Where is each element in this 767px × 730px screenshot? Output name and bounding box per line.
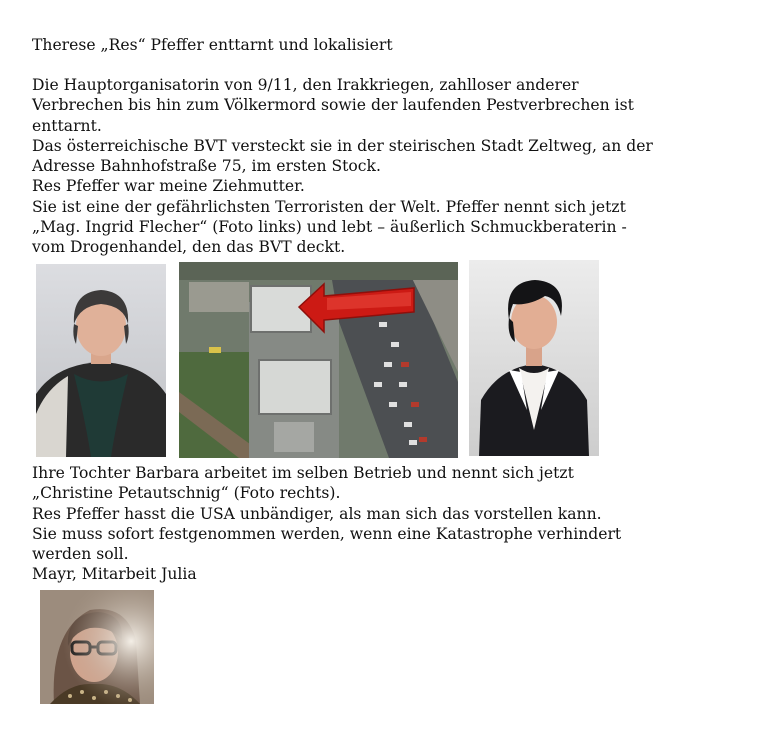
portrait-bottom-photo xyxy=(40,590,154,704)
portrait-left-photo xyxy=(36,264,166,457)
paragraph-daughter: Ihre Tochter Barbara arbeitet im selben Betrieb und nennt sich jetzt „Christine Petautschnig“ (Foto rechts). Res Pfeffer hasst die USA unbändiger, als man sich das vorstellen kann. Sie muss sofort festgenommen werden, wenn eine Katastrophe verhindert werden soll. Mayr, Mitarbeit Julia xyxy=(32,464,622,584)
portrait-right-photo xyxy=(469,260,599,456)
aerial-photo xyxy=(179,262,458,458)
document-title: Therese „Res“ Pfeffer enttarnt und lokalisiert xyxy=(32,36,393,54)
paragraph-intro: Die Hauptorganisatorin von 9/11, den Irakkriegen, zahlloser anderer Verbrechen bis hin zum Völkermord sowie der laufenden Pestverbrechen ist enttarnt. Das österreichische BVT versteckt sie in der steirischen Stadt Zeltweg, an der Adresse Bahnhofstraße 75, im ersten Stock. Res Pfeffer war meine Ziehmutter. Sie ist eine der gefährlichsten Terroristen der Welt. Pfeffer nennt sich jetzt „Mag. Ingrid Flecher“ (Foto links) und lebt – äußerlich Schmuckberaterin - vom Drogenhandel, den das BVT deckt. xyxy=(32,76,653,257)
